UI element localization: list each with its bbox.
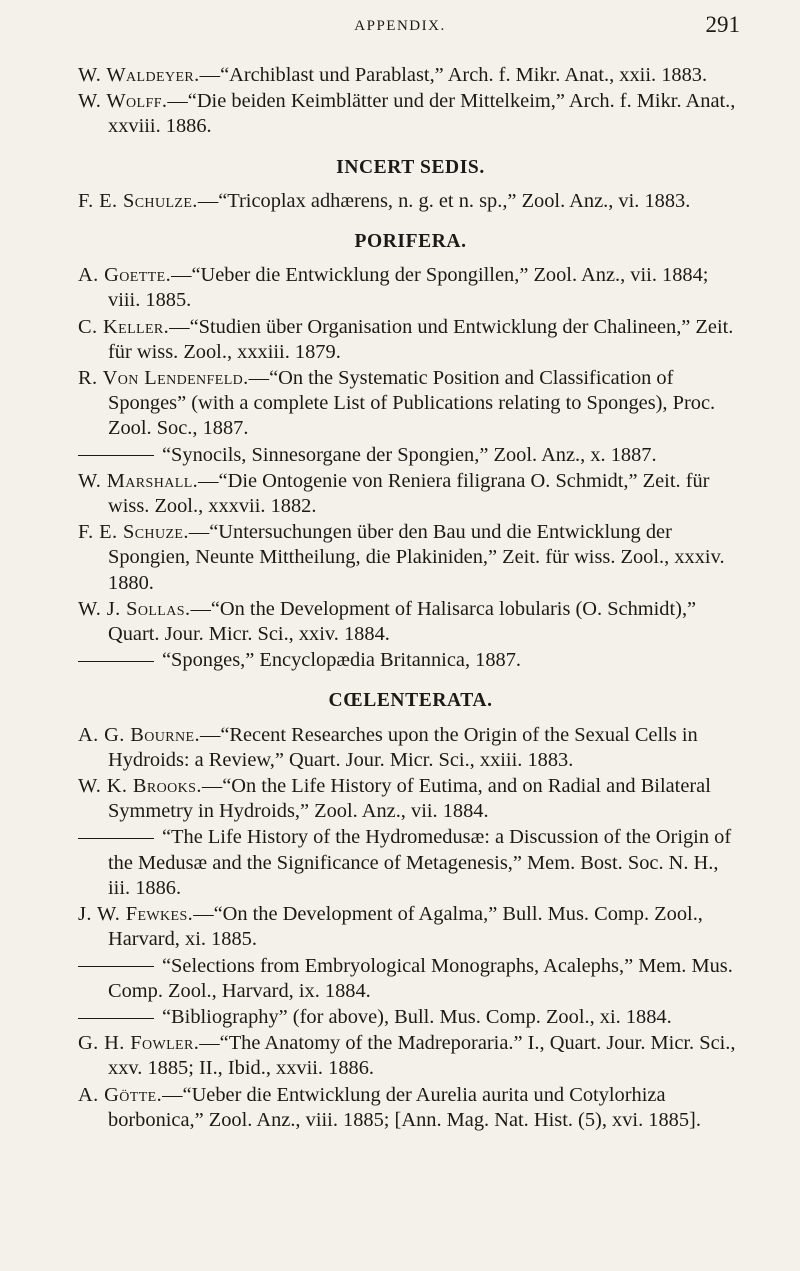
entry-author: J. W. Fewkes. [78, 903, 194, 926]
bibliography-entry [78, 366, 743, 442]
entry-author: W. K. Brooks. [78, 775, 202, 798]
bibliography-entry [78, 954, 743, 1004]
entry-text: —“Die beiden Keimblätter und der Mittelkeim,” Arch. f. Mikr. Anat., xxviii. 1886. [108, 90, 736, 138]
entry-author: W. Waldeyer. [78, 64, 200, 86]
bibliography-entry [78, 1083, 743, 1133]
entry-text: —“Recent Researches upon the Origin of the Sexual Cells in Hydroids: a Review,” Quart. Jour. Micr. Sci., xxiii. 1883. [108, 723, 698, 771]
entry-text: “Sponges,” Encyclopædia Britannica, 1887. [162, 649, 522, 672]
bibliography-entry [78, 520, 743, 596]
entry-text: —“On the Development of Agalma,” Bull. Mus. Comp. Zool., Harvard, xi. 1885. [108, 903, 703, 951]
bibliography-entry [78, 648, 743, 673]
entry-author: W. Wolff. [78, 90, 168, 113]
entry-text: —“Tricoplax adhærens, n. g. et n. sp.,” Zool. Anz., vi. 1883. [197, 189, 691, 212]
bibliography-entry [78, 189, 743, 214]
entry-text: —“Ueber die Entwicklung der Aurelia aurita und Cotylorhiza borbonica,” Zool. Anz., viii. 1885; [Ann. Mag. Nat. Hist. (5), xvi. 1885]. [108, 1083, 701, 1131]
entry-text: —“Archiblast und Parablast,” Arch. f. Mikr. Anat., xxii. 1883. [199, 64, 708, 86]
entry-author: C. Keller. [78, 315, 170, 338]
page-number: 291 [705, 12, 740, 37]
entry-text: —“The Anatomy of the Madreporaria.” I., Quart. Jour. Micr. Sci., xxv. 1885; II., Ibid., xxvii. 1886. [108, 1032, 736, 1080]
bibliography-entry [78, 597, 743, 647]
entry-author: A. Goette. [78, 264, 172, 287]
ditto-dash [78, 661, 154, 662]
entry-text: “The Life History of the Hydromedusæ: a Discussion of the Origin of the Medusæ and the Significance of Metagenesis,” Mem. Bost. Soc. N. H., iii. 1886. [108, 826, 732, 899]
ditto-dash [78, 838, 154, 839]
entry-author: F. E. Schuze. [78, 521, 189, 544]
entry-text: —“Untersuchungen über den Bau und die Entwicklung der Spongien, Neunte Mittheilung, die Plakiniden,” Zeit. für wiss. Zool., xxxiv. 1880. [108, 521, 725, 594]
running-head: APPENDIX. [354, 18, 446, 34]
entry-text: —“Die Ontogenie von Reniera filigrana O. Schmidt,” Zeit. für wiss. Zool., xxxvii. 1882. [108, 469, 710, 518]
entry-author: F. E. Schulze. [78, 189, 198, 212]
ditto-dash [78, 1018, 154, 1019]
bibliography-entry [78, 902, 743, 952]
bibliography [78, 63, 743, 1134]
bibliography-entry [78, 443, 743, 468]
entry-text: “Selections from Embryological Monographs, Acalephs,” Mem. Mus. Comp. Zool., Harvard, ix. 1884. [108, 954, 733, 1002]
bibliography-entry [78, 263, 743, 313]
bibliography-entry [78, 315, 743, 365]
section-heading: PORIFERA. [354, 231, 467, 253]
bibliography-entry [78, 1005, 743, 1030]
entry-author: A. Götte. [78, 1083, 163, 1106]
bibliography-entry [78, 469, 743, 519]
section-heading: INCERT SEDIS. [336, 156, 485, 178]
ditto-dash [78, 966, 154, 967]
bibliography-entry [78, 63, 743, 88]
entry-text: “Bibliography” (for above), Bull. Mus. Comp. Zool., xi. 1884. [162, 1005, 672, 1028]
bibliography-entry [78, 1031, 743, 1081]
entry-author: R. Von Lendenfeld. [78, 367, 249, 390]
entry-text: “Synocils, Sinnesorgane der Spongien,” Zool. Anz., x. 1887. [162, 443, 657, 466]
entry-text: —“Ueber die Entwicklung der Spongillen,” Zool. Anz., vii. 1884; viii. 1885. [108, 264, 709, 312]
entry-author: G. H. Fowler. [78, 1032, 200, 1055]
entry-author: W. J. Sollas. [78, 597, 191, 620]
entry-text: —“Studien über Organisation und Entwicklung der Chalineen,” Zeit. für wiss. Zool., xxxiii. 1879. [108, 315, 734, 363]
entry-author: A. G. Bourne. [78, 723, 200, 746]
ditto-dash [78, 455, 154, 456]
bibliography-entry [78, 825, 743, 901]
section-heading: CŒLENTERATA. [328, 690, 493, 712]
bibliography-entry [78, 723, 743, 773]
bibliography-entry [78, 774, 743, 824]
entry-text: —“On the Systematic Position and Classification of Sponges” (with a complete List of Publications relating to Sponges), Proc. Zool. Soc., 1887. [108, 367, 716, 440]
bibliography-entry [78, 89, 743, 139]
entry-text: —“On the Development of Halisarca lobularis (O. Schmidt),” Quart. Jour. Micr. Sci., xxiv. 1884. [108, 597, 697, 646]
entry-text: —“On the Life History of Eutima, and on Radial and Bilateral Symmetry in Hydroids,” Zool. Anz., vii. 1884. [108, 775, 711, 823]
entry-author: W. Marshall. [78, 469, 199, 492]
